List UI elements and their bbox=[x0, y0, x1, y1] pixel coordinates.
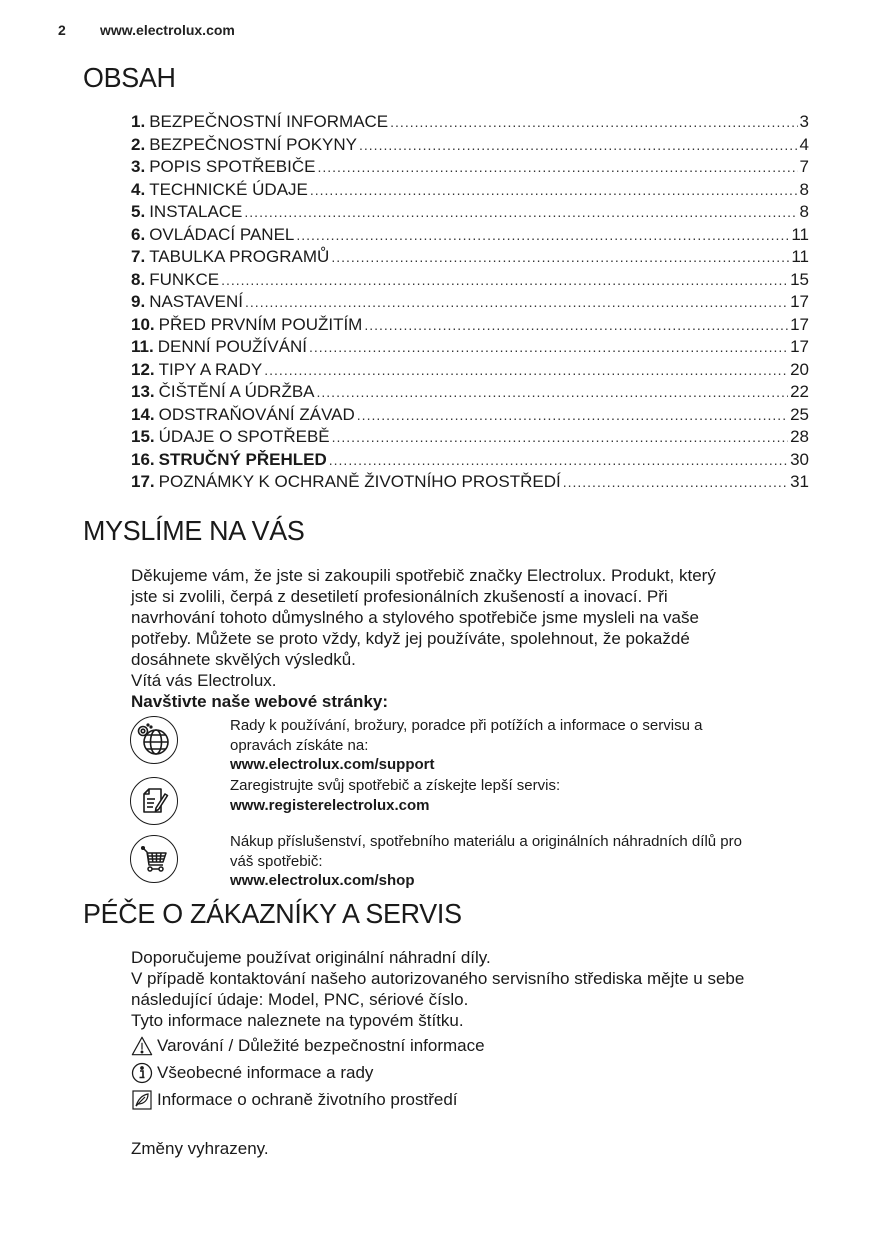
toc-item-title: FUNKCE bbox=[149, 269, 220, 289]
toc-item-title: INSTALACE bbox=[149, 202, 243, 221]
shop-url-link[interactable]: www.electrolux.com/shop bbox=[230, 872, 415, 889]
toc-item-title: NASTAVENÍ bbox=[149, 292, 244, 311]
toc-item-number: 1. bbox=[131, 112, 146, 131]
paragraph-line: potřeby. Můžete se proto vždy, když jej používáte, spolehnout, že pokaždé bbox=[131, 629, 690, 648]
toc-item-page: 8 bbox=[799, 202, 809, 221]
toc-item[interactable] bbox=[131, 471, 809, 494]
toc-item[interactable] bbox=[131, 359, 809, 382]
register-url-link[interactable]: www.registerelectrolux.com bbox=[230, 796, 430, 814]
link-description: Rady k používání, brožury, poradce při potížích a informace o servisu a bbox=[230, 717, 703, 734]
toc-item-page: 17 bbox=[790, 292, 809, 311]
toc-item[interactable] bbox=[131, 426, 809, 449]
warning-triangle-icon bbox=[131, 1035, 153, 1057]
register-link-text bbox=[230, 776, 560, 815]
toc-leader-dots bbox=[264, 359, 788, 382]
toc-item[interactable] bbox=[131, 314, 809, 337]
toc-item[interactable] bbox=[131, 449, 809, 472]
toc-item-title: STRUČNÝ PŘEHLED bbox=[158, 449, 327, 469]
toc-item-title: OVLÁDACÍ PANEL bbox=[149, 224, 295, 244]
toc-leader-dots bbox=[317, 381, 789, 404]
link-description: Nákup příslušenství, spotřebního materiálu a originálních náhradních dílů pro bbox=[230, 833, 742, 850]
toc-item-title: BEZPEČNOSTNÍ POKYNY bbox=[149, 134, 358, 154]
toc-item-page: 4 bbox=[799, 134, 809, 154]
toc-item[interactable] bbox=[131, 336, 809, 359]
toc-item-title: TIPY A RADY bbox=[158, 359, 263, 379]
toc-item-number: 3. bbox=[131, 157, 146, 176]
toc-leader-dots bbox=[357, 404, 788, 427]
globe-at-icon bbox=[130, 716, 178, 764]
toc-leader-dots bbox=[310, 179, 798, 202]
link-description: opravách získáte na: bbox=[230, 736, 369, 754]
toc-item[interactable] bbox=[131, 269, 809, 292]
toc-item-number: 15. bbox=[131, 427, 155, 446]
website-link[interactable]: www.electrolux.com bbox=[100, 22, 235, 38]
toc-item-title: POPIS SPOTŘEBIČE bbox=[149, 157, 316, 176]
paragraph-line: navrhování tohoto důmyslného a stylového spotřebiče jsme mysleli na vaše bbox=[131, 608, 699, 627]
toc-item-title: ODSTRAŇOVÁNÍ ZÁVAD bbox=[158, 404, 355, 424]
paragraph-line: Doporučujeme používat originální náhradní díly. bbox=[131, 948, 491, 967]
link-description: váš spotřebič: bbox=[230, 852, 323, 870]
legend-label: Varování / Důležité bezpečnostní informace bbox=[157, 1036, 485, 1055]
toc-item-title: DENNÍ POUŽÍVÁNÍ bbox=[157, 337, 307, 356]
toc-leader-dots bbox=[296, 224, 789, 247]
paragraph-line: dosáhnete skvělých výsledků. bbox=[131, 650, 356, 669]
toc-item-page: 17 bbox=[790, 314, 809, 334]
paragraph-line: Děkujeme vám, že jste si zakoupili spotřebič značky Electrolux. Produkt, který bbox=[131, 566, 716, 585]
paragraph-line: jste si zvolili, čerpá z desetiletí profesionálních zkušeností a inovací. Při bbox=[131, 587, 668, 606]
toc-item-page: 17 bbox=[790, 337, 809, 356]
toc-item-number: 7. bbox=[131, 247, 146, 266]
toc-item-page: 3 bbox=[799, 112, 809, 131]
toc-item-page: 15 bbox=[790, 269, 809, 289]
toc-item-title: TABULKA PROGRAMŮ bbox=[149, 247, 330, 266]
toc-item-page: 28 bbox=[790, 427, 809, 446]
toc-leader-dots bbox=[245, 291, 788, 314]
toc-item-page: 20 bbox=[790, 359, 809, 379]
legend-environment bbox=[131, 1089, 458, 1111]
toc-leader-dots bbox=[563, 471, 788, 494]
toc-item-number: 2. bbox=[131, 134, 146, 154]
customer-care-heading: PÉČE O ZÁKAZNÍKY A SERVIS bbox=[83, 898, 462, 929]
toc-leader-dots bbox=[221, 269, 788, 292]
toc-item-page: 7 bbox=[799, 157, 809, 176]
toc-item-page: 22 bbox=[790, 382, 809, 401]
page-number: 2 bbox=[58, 22, 66, 38]
paragraph-line: V případě kontaktování našeho autorizovaného servisního střediska mějte u sebe bbox=[131, 969, 745, 988]
legend-warning bbox=[131, 1035, 485, 1057]
shop-link-text bbox=[230, 832, 742, 891]
toc-item-title: ÚDAJE O SPOTŘEBĚ bbox=[158, 427, 330, 446]
toc-item-number: 10. bbox=[131, 314, 155, 334]
thinking-of-you-paragraph bbox=[131, 565, 821, 712]
toc-item[interactable] bbox=[131, 381, 809, 404]
toc-item-page: 25 bbox=[790, 404, 809, 424]
link-description: Zaregistrujte svůj spotřebič a získejte lepší servis: bbox=[230, 777, 561, 794]
toc-item[interactable] bbox=[131, 291, 809, 314]
legend-info bbox=[131, 1062, 373, 1084]
toc-item-number: 16. bbox=[131, 449, 155, 469]
toc-item[interactable] bbox=[131, 201, 809, 224]
toc-item-page: 11 bbox=[791, 224, 809, 244]
toc-item[interactable] bbox=[131, 134, 809, 157]
toc-item-page: 30 bbox=[790, 449, 809, 469]
toc-leader-dots bbox=[332, 426, 788, 449]
toc-item-title: TECHNICKÉ ÚDAJE bbox=[149, 179, 308, 199]
toc-item-number: 5. bbox=[131, 202, 146, 221]
toc-item-title: ČIŠTĚNÍ A ÚDRŽBA bbox=[158, 382, 315, 401]
support-url-link[interactable]: www.electrolux.com/support bbox=[230, 756, 435, 773]
toc-item-page: 11 bbox=[791, 247, 809, 266]
register-document-icon bbox=[130, 777, 178, 825]
toc-heading: OBSAH bbox=[83, 62, 176, 93]
toc-item-number: 8. bbox=[131, 269, 146, 289]
toc-leader-dots bbox=[331, 246, 789, 269]
toc-leader-dots bbox=[390, 111, 797, 134]
table-of-contents bbox=[131, 111, 809, 494]
welcome-text: Vítá vás Electrolux. bbox=[131, 671, 277, 690]
support-link-text bbox=[230, 716, 702, 775]
legend-label: Informace o ochraně životního prostředí bbox=[157, 1090, 458, 1109]
toc-item-number: 4. bbox=[131, 179, 146, 199]
legend-label: Všeobecné informace a rady bbox=[157, 1063, 374, 1082]
paragraph-line: následující údaje: Model, PNC, sériové číslo. bbox=[131, 990, 469, 1009]
toc-item[interactable] bbox=[131, 224, 809, 247]
toc-item-title: BEZPEČNOSTNÍ INFORMACE bbox=[149, 112, 389, 131]
toc-item-number: 12. bbox=[131, 359, 155, 379]
toc-item-number: 6. bbox=[131, 224, 146, 244]
toc-item-title: PŘED PRVNÍM POUŽITÍM bbox=[158, 314, 363, 334]
toc-leader-dots bbox=[364, 314, 788, 337]
toc-leader-dots bbox=[317, 156, 797, 179]
toc-leader-dots bbox=[309, 336, 788, 359]
toc-item[interactable] bbox=[131, 404, 809, 427]
toc-item[interactable] bbox=[131, 156, 809, 179]
toc-leader-dots bbox=[244, 201, 797, 224]
changes-reserved-note bbox=[131, 1138, 821, 1159]
toc-leader-dots bbox=[359, 134, 798, 157]
info-circle-icon bbox=[131, 1062, 153, 1084]
toc-item-number: 17. bbox=[131, 472, 155, 491]
toc-item-title: POZNÁMKY K OCHRANĚ ŽIVOTNÍHO PROSTŘEDÍ bbox=[158, 472, 561, 491]
toc-item-page: 31 bbox=[790, 472, 809, 491]
toc-item-number: 11. bbox=[131, 337, 154, 356]
toc-item[interactable] bbox=[131, 179, 809, 202]
visit-websites-label: Navštivte naše webové stránky: bbox=[131, 692, 389, 711]
toc-item-number: 13. bbox=[131, 382, 155, 401]
toc-item[interactable] bbox=[131, 111, 809, 134]
shopping-cart-icon bbox=[130, 835, 178, 883]
customer-care-paragraph bbox=[131, 947, 821, 1031]
toc-item-number: 14. bbox=[131, 404, 155, 424]
environment-leaf-icon bbox=[131, 1089, 153, 1111]
footer-note: Změny vyhrazeny. bbox=[131, 1139, 269, 1158]
thinking-of-you-heading: MYSLÍME NA VÁS bbox=[83, 515, 305, 546]
toc-leader-dots bbox=[329, 449, 788, 472]
paragraph-line: Tyto informace naleznete na typovém štítku. bbox=[131, 1011, 464, 1030]
toc-item-page: 8 bbox=[799, 179, 809, 199]
toc-item[interactable] bbox=[131, 246, 809, 269]
toc-item-number: 9. bbox=[131, 292, 146, 311]
